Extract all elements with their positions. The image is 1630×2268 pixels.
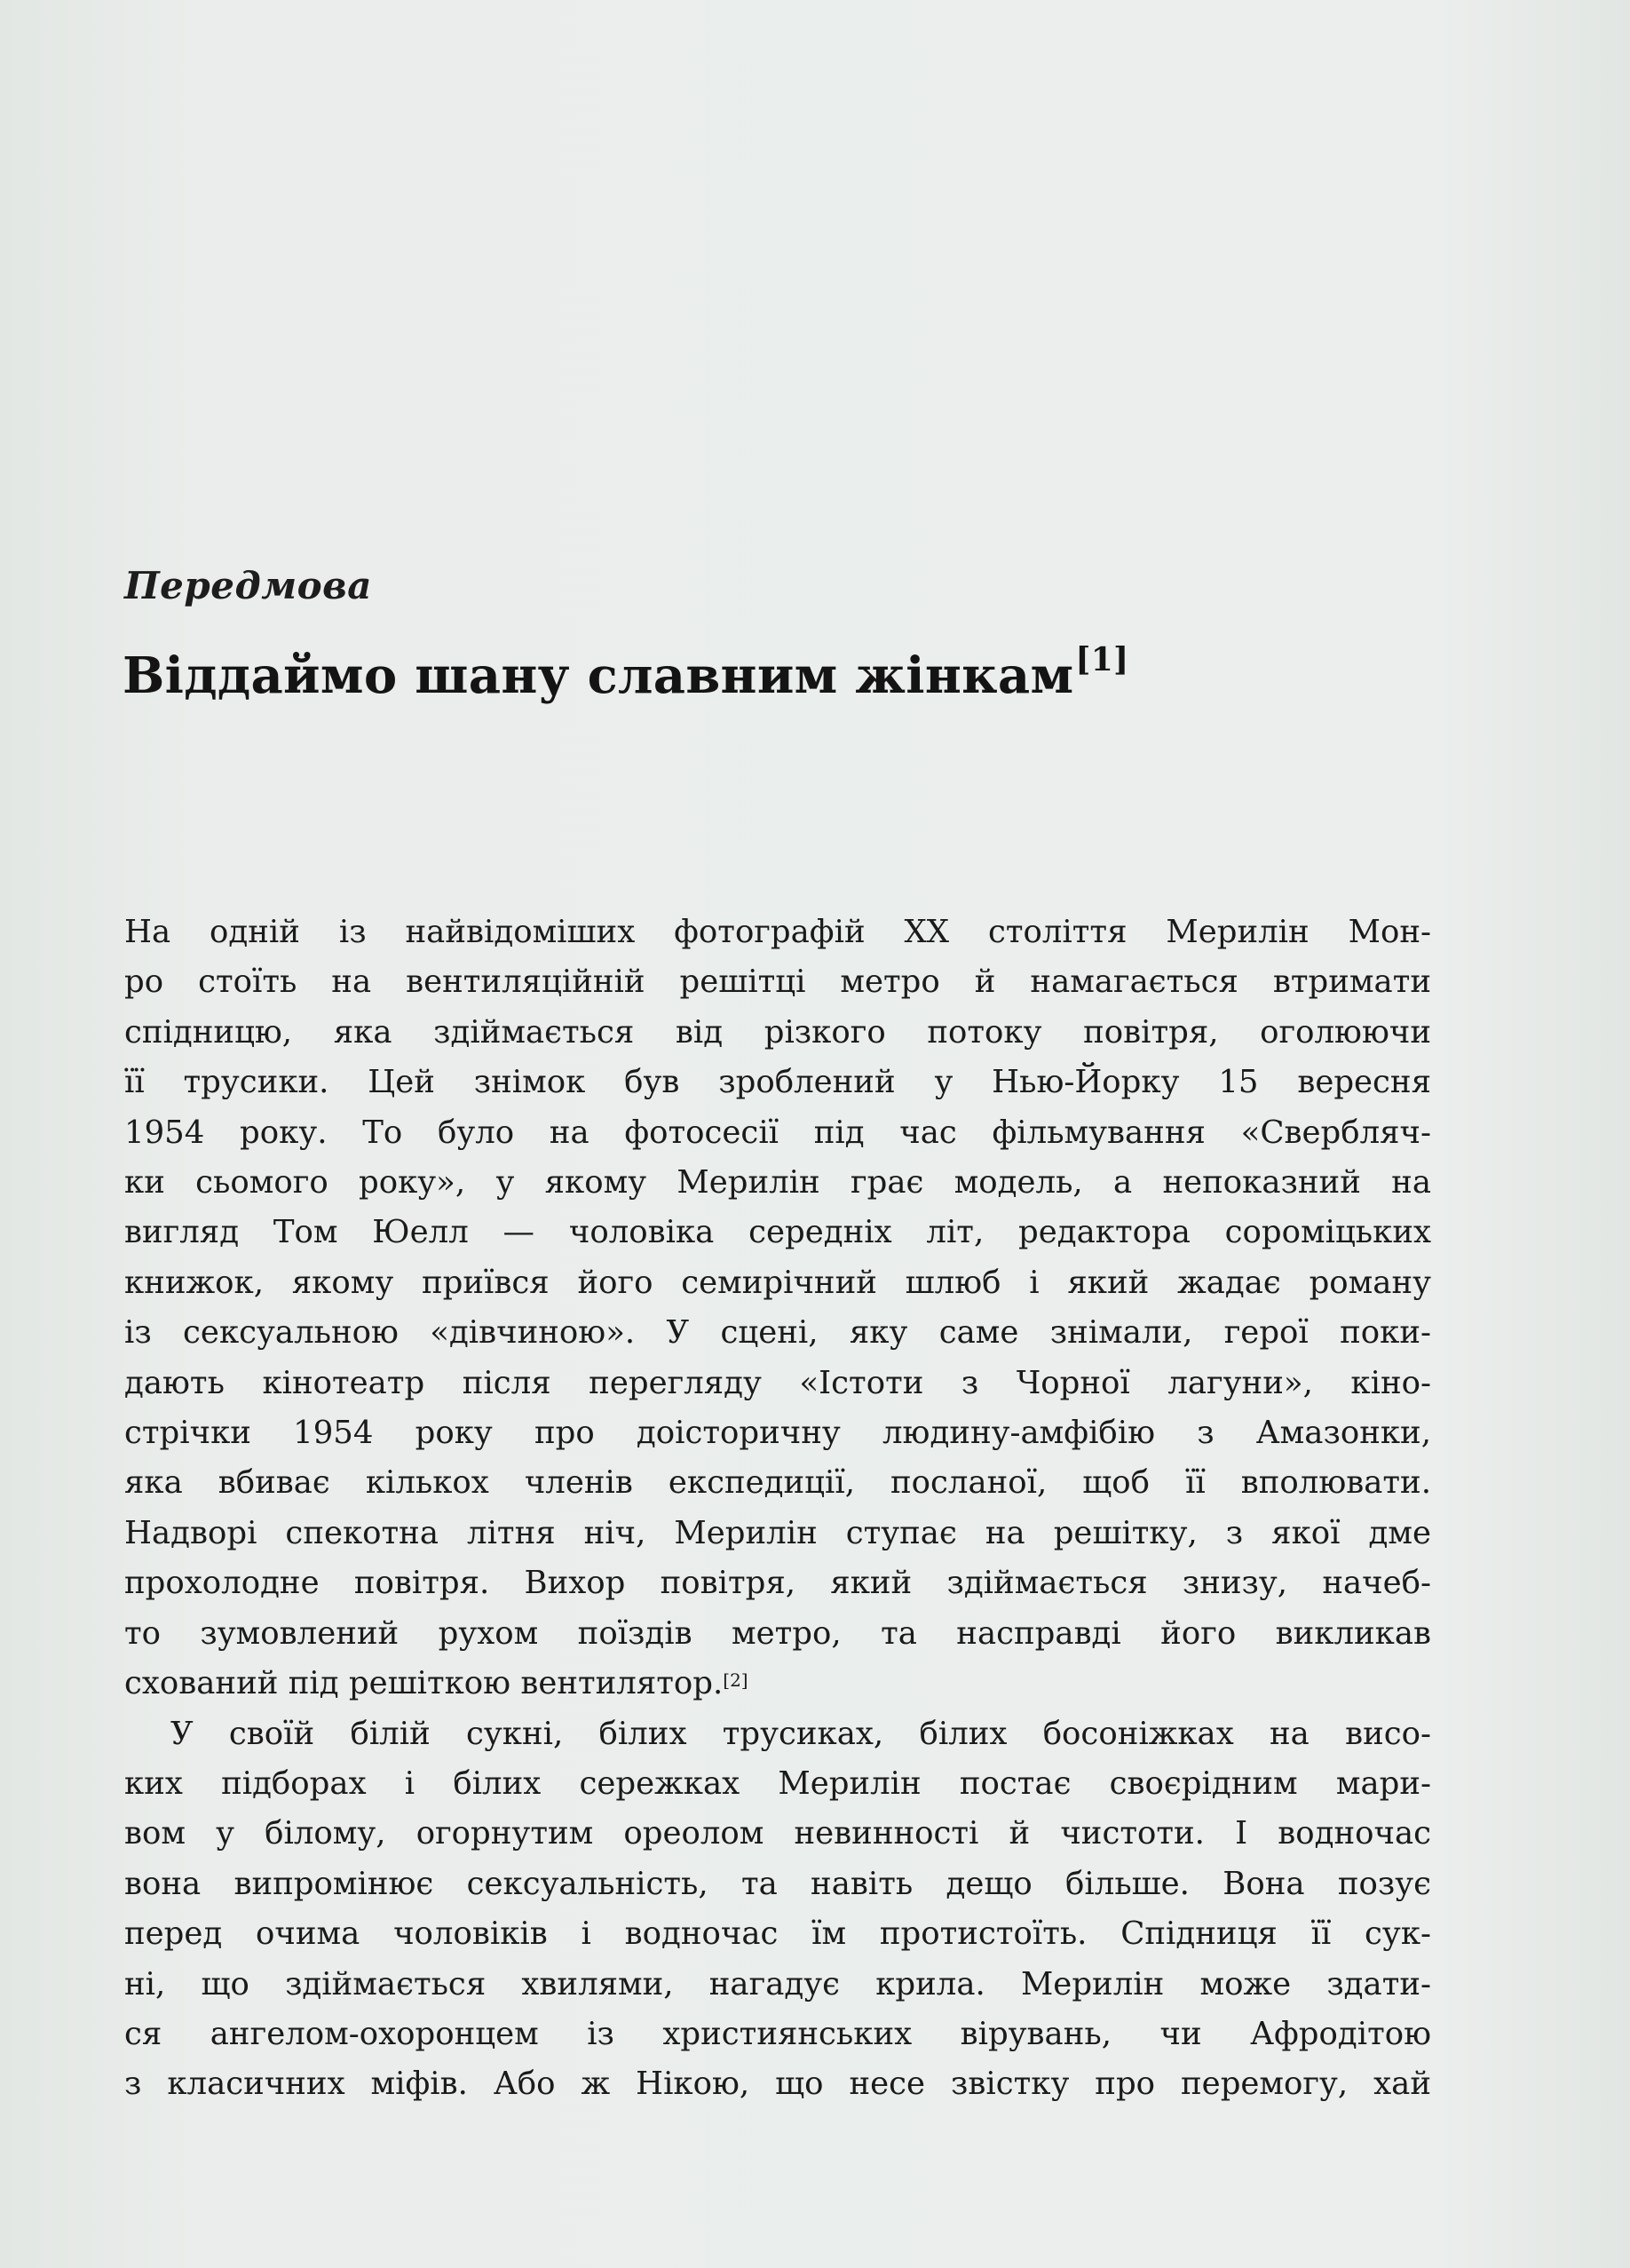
text-line: вигляд Том Юелл — чоловіка середніх літ, редактора сороміцьких bbox=[124, 1214, 1431, 1251]
text-line: Надворі спекотна літня ніч, Мерилін ступає на решітку, з якої дме bbox=[124, 1514, 1431, 1551]
text-line: її трусики. Цей знімок був зроблений у Нью-Йорку 15 вересня bbox=[124, 1064, 1431, 1101]
text-line: ки сьомого року», у якому Мерилін грає модель, а непоказний на bbox=[124, 1164, 1431, 1201]
paragraph-2 bbox=[124, 1709, 1431, 2110]
text-line-content: схований під решіткою вентилятор. bbox=[124, 1665, 724, 1702]
text-line: прохолодне повітря. Вихор повітря, який здіймається знизу, начеб- bbox=[124, 1565, 1431, 1602]
text-line-last bbox=[124, 1659, 1431, 1709]
footnote-marker[interactable]: [2] bbox=[723, 1669, 748, 1692]
text-line: 1954 року. То було на фотосесії під час фільмування «Свербляч- bbox=[124, 1114, 1431, 1151]
paragraph-1 bbox=[124, 908, 1431, 1709]
chapter-title bbox=[123, 641, 1129, 705]
chapter-title-text: Віддаймо шану славним жінкам bbox=[123, 646, 1074, 705]
text-line: то зумовлений рухом поїздів метро, та насправді його викликав bbox=[124, 1614, 1431, 1652]
text-line: вом у білому, огорнутим ореолом невинності й чистоти. І водночас bbox=[124, 1815, 1431, 1852]
text-line: з класичних міфів. Або ж Нікою, що несе звістку про перемогу, хай bbox=[124, 2066, 1431, 2103]
text-line: На одній із найвідоміших фотографій XX століття Мерилін Мон- bbox=[124, 914, 1431, 950]
text-line: У своїй білій сукні, білих трусиках, білих босоніжках на висо- bbox=[170, 1715, 1431, 1752]
text-line: ких підборах і білих сережках Мерилін постає своєрідним мари- bbox=[124, 1764, 1431, 1802]
text-line: ся ангелом-охоронцем із християнських вірувань, чи Афродітою bbox=[124, 2015, 1431, 2052]
text-line: яка вбиває кількох членів експедиції, посланої, щоб її вполювати. bbox=[124, 1464, 1431, 1502]
section-label: Передмова bbox=[124, 564, 372, 607]
text-line: із сексуальною «дівчиною». У сцені, яку саме знімали, герої поки- bbox=[124, 1314, 1431, 1352]
text-line: спідницю, яка здіймається від різкого потоку повітря, оголюючи bbox=[124, 1013, 1431, 1051]
text-line: перед очима чоловіків і водночас їм протистоїть. Спідниця її сук- bbox=[124, 1915, 1431, 1953]
body-text bbox=[124, 908, 1431, 2110]
text-line: вона випромінює сексуальність, та навіть дещо більше. Вона позує bbox=[124, 1865, 1431, 1902]
text-line: ро стоїть на вентиляційній решітці метро й намагається втримати bbox=[124, 964, 1431, 1001]
text-line: дають кінотеатр після перегляду «Істоти з Чорної лагуни», кіно- bbox=[124, 1364, 1431, 1401]
text-line: ні, що здіймається хвилями, нагадує крила. Мерилін може здати- bbox=[124, 1965, 1431, 2002]
text-line: стрічки 1954 року про доісторичну людину-амфібію з Амазонки, bbox=[124, 1415, 1431, 1452]
text-line: книжок, якому приївся його семирічний шлюб і який жадає роману bbox=[124, 1264, 1431, 1301]
chapter-footnote-marker[interactable]: [1] bbox=[1075, 641, 1129, 678]
